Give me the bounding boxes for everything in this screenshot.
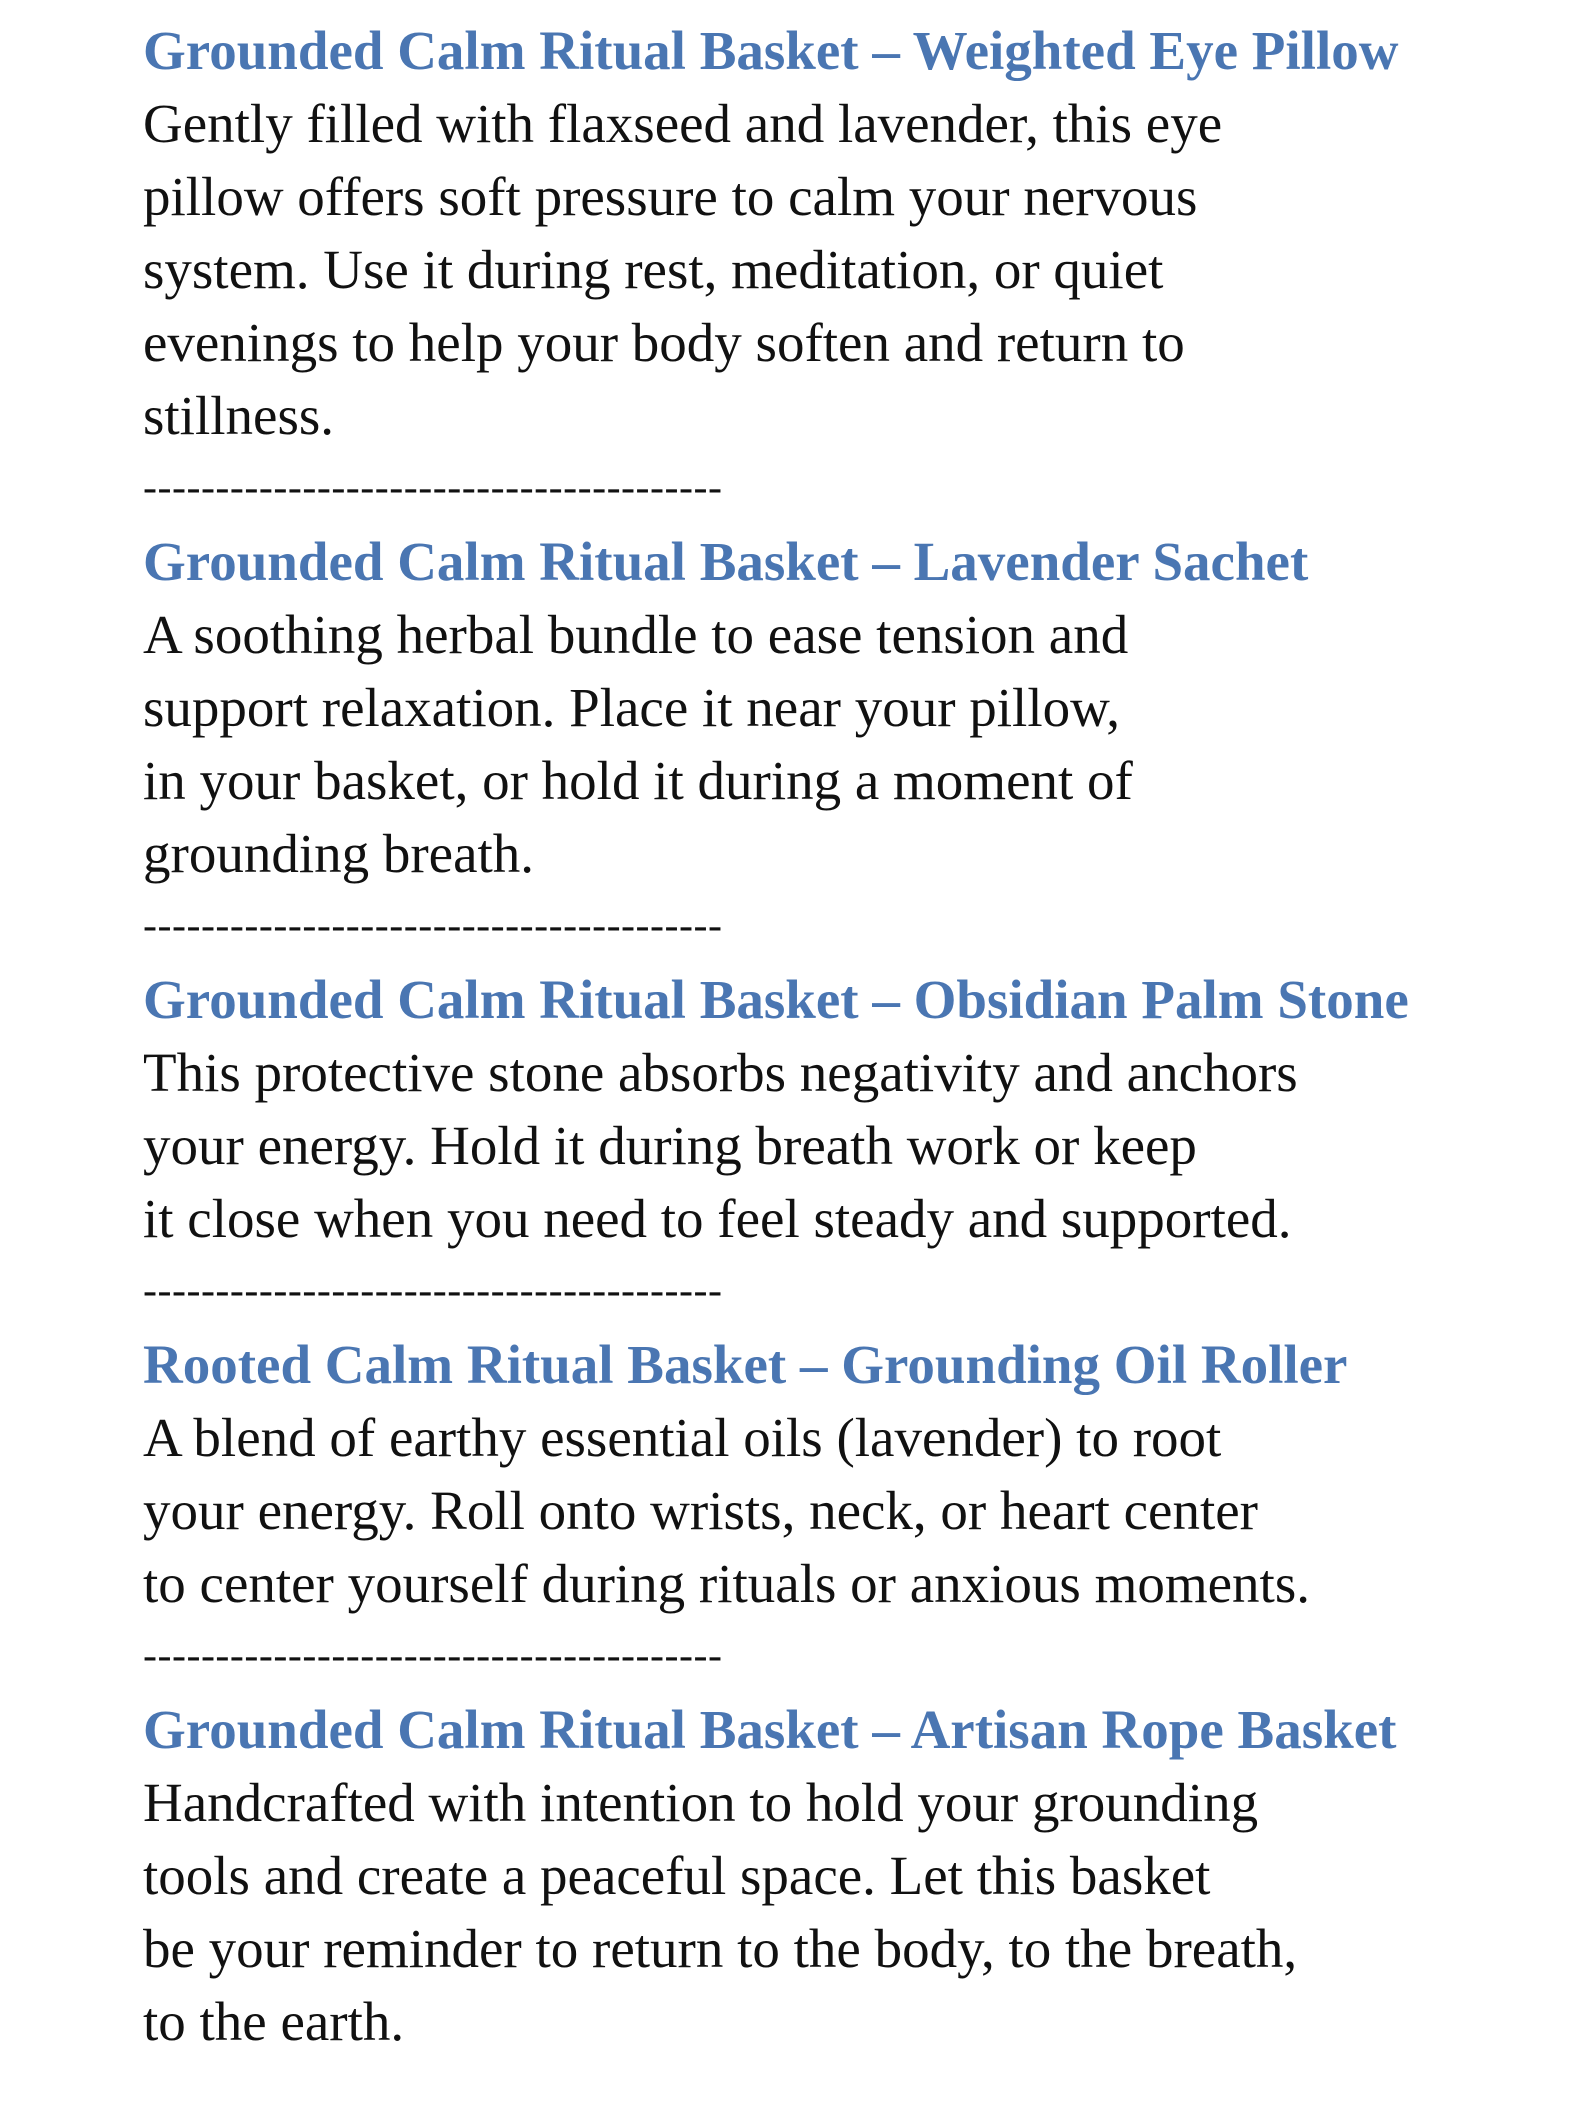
description-line: A blend of earthy essential oils (lavender) to root	[143, 1407, 1222, 1468]
product-description	[143, 1766, 1583, 2058]
description-line: your energy. Hold it during breath work or keep	[143, 1115, 1197, 1176]
description-line: evenings to help your body soften and return to	[143, 312, 1185, 373]
description-line: A soothing herbal bundle to ease tension and	[143, 604, 1129, 665]
description-line: pillow offers soft pressure to calm your nervous	[143, 166, 1198, 227]
product-description	[143, 87, 1583, 452]
description-line: to center yourself during rituals or anxious moments.	[143, 1553, 1310, 1614]
description-line: grounding breath.	[143, 823, 535, 884]
product-item-lavender-sachet	[143, 525, 1583, 890]
description-line: This protective stone absorbs negativity and anchors	[143, 1042, 1298, 1103]
dashed-divider: ----------------------------------------	[143, 465, 723, 511]
product-item-obsidian-palm-stone	[143, 963, 1583, 1255]
description-line: your energy. Roll onto wrists, neck, or heart center	[143, 1480, 1258, 1541]
product-description	[143, 598, 1583, 890]
product-title: Grounded Calm Ritual Basket – Lavender Sachet	[143, 531, 1309, 592]
description-line: Gently filled with flaxseed and lavender, this eye	[143, 93, 1223, 154]
product-description	[143, 1401, 1583, 1620]
dashed-divider: ----------------------------------------	[143, 1268, 723, 1314]
product-description	[143, 1036, 1583, 1255]
description-line: in your basket, or hold it during a moment of	[143, 750, 1133, 811]
dashed-divider: ----------------------------------------	[143, 903, 723, 949]
product-title: Grounded Calm Ritual Basket – Artisan Rope Basket	[143, 1699, 1397, 1760]
description-line: to the earth.	[143, 1991, 405, 2052]
product-item-artisan-rope-basket	[143, 1693, 1583, 2058]
product-item-grounding-oil-roller	[143, 1328, 1583, 1620]
description-line: it close when you need to feel steady and supported.	[143, 1188, 1292, 1249]
description-line: be your reminder to return to the body, to the breath,	[143, 1918, 1298, 1979]
description-line: system. Use it during rest, meditation, or quiet	[143, 239, 1164, 300]
description-line: stillness.	[143, 385, 334, 446]
description-line: support relaxation. Place it near your pillow,	[143, 677, 1121, 738]
dashed-divider: ----------------------------------------	[143, 1633, 723, 1679]
product-title: Grounded Calm Ritual Basket – Obsidian Palm Stone	[143, 969, 1409, 1030]
description-line: Handcrafted with intention to hold your grounding	[143, 1772, 1259, 1833]
description-line: tools and create a peaceful space. Let this basket	[143, 1845, 1211, 1906]
product-item-weighted-eye-pillow	[143, 14, 1583, 452]
product-descriptions	[143, 14, 1583, 2058]
product-title: Grounded Calm Ritual Basket – Weighted Eye Pillow	[143, 20, 1399, 81]
product-title: Rooted Calm Ritual Basket – Grounding Oil Roller	[143, 1334, 1348, 1395]
